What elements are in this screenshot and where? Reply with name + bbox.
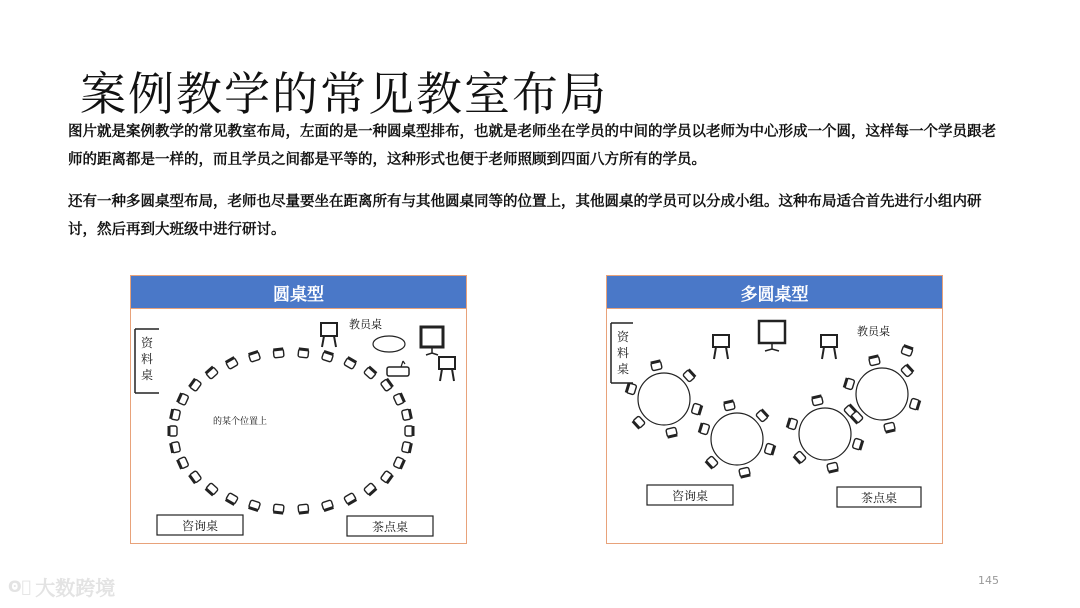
- watermark-text: 大数跨境: [35, 576, 116, 600]
- student-chair: [249, 500, 261, 511]
- tea-desk-label: 茶点桌: [371, 520, 409, 534]
- projection-screen-icon: [421, 327, 443, 355]
- student-chair: [321, 351, 333, 362]
- easel-icon-2: [821, 335, 837, 359]
- material-desk-char-1: 资: [617, 330, 630, 344]
- student-chair: [706, 456, 719, 469]
- student-chair: [812, 396, 824, 406]
- center-note: 的某个位置上: [213, 417, 268, 427]
- material-desk-char-1: 资: [141, 336, 154, 350]
- student-chair: [869, 356, 881, 366]
- student-chair: [901, 365, 914, 378]
- student-chair: [827, 462, 839, 472]
- multi-table-header: 多圆桌型: [607, 276, 942, 309]
- student-chair: [298, 349, 309, 358]
- multi-table-panel: [606, 275, 943, 544]
- student-chair: [380, 470, 392, 483]
- student-chair: [344, 493, 357, 505]
- slide-title: 案例教学的常见教室布局: [80, 67, 608, 121]
- student-chair: [273, 504, 284, 513]
- student-chair: [683, 370, 696, 383]
- student-chair: [764, 443, 775, 455]
- student-chair: [633, 416, 646, 429]
- page-number: 145: [978, 574, 999, 587]
- student-chair: [401, 441, 411, 452]
- watermark-icon: ʘ⃝: [8, 577, 32, 596]
- student-chair: [691, 403, 702, 415]
- student-chair: [852, 438, 863, 450]
- student-chair: [724, 401, 736, 411]
- material-desk-char-2: 料: [617, 346, 630, 360]
- student-chair: [178, 393, 189, 405]
- multi-table-diagram: [607, 309, 942, 542]
- student-chair: [226, 493, 239, 505]
- student-chair: [206, 367, 219, 380]
- student-chair: [273, 349, 284, 358]
- student-chair: [189, 379, 201, 392]
- tea-desk-label: 茶点桌: [860, 491, 898, 505]
- student-chair: [380, 379, 392, 392]
- student-chair: [756, 410, 769, 423]
- student-chair: [651, 361, 663, 371]
- student-chair: [844, 378, 855, 390]
- round-table: [799, 408, 851, 460]
- student-chair: [393, 457, 404, 469]
- student-chair: [794, 451, 807, 464]
- student-chairs-ring: [169, 349, 413, 513]
- material-desk-char-3: 桌: [617, 362, 630, 376]
- consult-desk-label: 咨询桌: [181, 519, 219, 533]
- consult-desk-label: 咨询桌: [671, 489, 709, 503]
- student-chair: [171, 409, 181, 420]
- student-chair: [189, 470, 201, 483]
- round-table-header: 圆桌型: [131, 276, 466, 309]
- student-chair: [226, 357, 239, 369]
- student-chair: [321, 500, 333, 511]
- student-chair: [364, 367, 377, 380]
- easel-icon: [321, 323, 337, 347]
- student-chair: [364, 483, 377, 496]
- paragraph-round-table: 图片就是案例教学的常见教室布局，左面的是一种圆桌型排布，也就是老师坐在学员的中间的学员以老师为中心形成一个圆，这样每一个学员跟老师的距离都是一样的，而且学员之间都是平等的，这种形式也便于老师照顾到四面八方所有的学员。: [68, 124, 996, 168]
- student-chair: [171, 441, 181, 452]
- watermark-logo: [8, 572, 115, 601]
- easel-icon: [713, 335, 729, 359]
- teacher-desk-label: 教员桌: [857, 325, 890, 338]
- student-chair: [699, 423, 710, 435]
- student-chair: [169, 426, 177, 436]
- easel-icon-2: [439, 357, 455, 381]
- student-chair: [884, 422, 896, 432]
- student-chair: [739, 467, 751, 477]
- teacher-desk-label: 教员桌: [349, 318, 382, 331]
- student-chair: [178, 457, 189, 469]
- student-chair: [298, 504, 309, 513]
- round-table-diagram: [131, 309, 466, 542]
- student-chair: [626, 383, 637, 395]
- teacher-chair: [901, 346, 913, 357]
- student-chair: [666, 427, 678, 437]
- material-desk-char-3: 桌: [141, 368, 154, 382]
- round-table: [638, 373, 690, 425]
- student-chair: [206, 483, 219, 496]
- projector-icon: [387, 361, 409, 376]
- student-chair: [393, 393, 404, 405]
- paragraph-multi-table: 还有一种多圆桌型布局，老师也尽量要坐在距离所有与其他圆桌同等的位置上，其他圆桌的学员可以分成小组。这种布局适合首先进行小组内研讨，然后再到大班级中进行研讨。: [68, 194, 982, 238]
- projection-screen-icon: [759, 321, 785, 351]
- round-table: [856, 368, 908, 420]
- round-tables-group: [626, 346, 920, 478]
- student-chair: [401, 409, 411, 420]
- student-chair: [344, 357, 357, 369]
- material-desk-char-2: 料: [141, 352, 154, 366]
- student-chair: [909, 398, 920, 410]
- student-chair: [787, 418, 798, 430]
- round-table: [711, 413, 763, 465]
- student-chair: [249, 351, 261, 362]
- teacher-desk: [373, 336, 405, 352]
- student-chair: [405, 426, 413, 436]
- round-table-panel: [130, 275, 467, 544]
